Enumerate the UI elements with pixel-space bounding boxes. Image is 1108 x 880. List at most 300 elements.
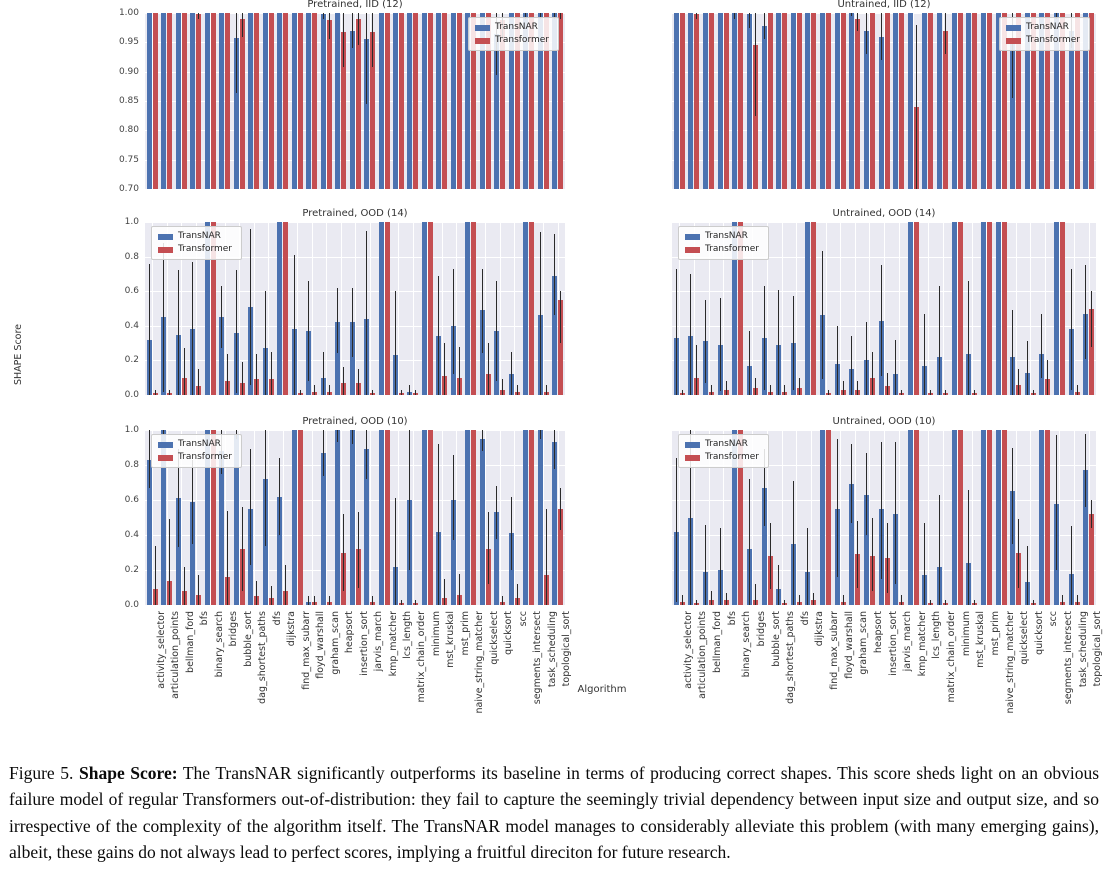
error-bar (881, 265, 882, 376)
error-bar (939, 286, 940, 395)
error-bar (749, 331, 750, 395)
x-tick-label: quicksort (503, 611, 515, 655)
legend-swatch-transformer (158, 455, 173, 461)
x-tick-label: binary_search (741, 611, 753, 678)
legend-item-transformer (158, 451, 232, 464)
error-bar (866, 453, 867, 535)
caption-figure-label: Figure 5. (9, 763, 74, 783)
bar-transformer-bubble_sort (240, 19, 245, 189)
bar-transformer-segments_intersect (529, 222, 534, 395)
error-bar (711, 385, 712, 395)
y-tick-label: 0.4 (124, 320, 139, 331)
y-tick-label: 0.6 (124, 495, 139, 505)
error-bar (857, 381, 858, 395)
error-bar (329, 385, 330, 395)
bar-transformer-matrix_chain_order (413, 13, 418, 189)
error-bar (1085, 434, 1086, 508)
error-bar (236, 13, 237, 93)
x-tick-label: graham_scan (858, 611, 870, 675)
error-bar (945, 13, 946, 54)
y-tick-label: 1.0 (124, 217, 139, 227)
bar-transnar-minimum (422, 430, 427, 605)
figure-caption (9, 760, 1099, 865)
gridline (782, 430, 783, 605)
y-tick-label: 0.0 (124, 390, 139, 400)
bar-transformer-find_max_subarr (298, 13, 303, 189)
bar-transnar-mst_prim (451, 13, 456, 189)
error-bar (184, 567, 185, 606)
error-bar (250, 229, 251, 385)
x-tick-label: jarvis_march (902, 611, 914, 672)
error-bar (887, 373, 888, 396)
bar-transnar-activity_selector (147, 13, 152, 189)
bar-transnar-kmp_matcher (908, 430, 913, 605)
x-tick-label: segments_intersect (532, 611, 544, 705)
error-bar (822, 251, 823, 379)
x-tick-label: articulation_points (170, 611, 182, 699)
error-bar (488, 512, 489, 584)
error-bar (837, 326, 838, 395)
x-tick-label: task_scheduling (546, 611, 558, 688)
error-bar (482, 269, 483, 354)
gridline (456, 430, 457, 605)
x-tick-label: lcs_length (931, 611, 943, 659)
error-bar (866, 322, 867, 395)
gridline (254, 222, 255, 395)
gridline (899, 430, 900, 605)
gridline (370, 430, 371, 605)
gridline (1030, 222, 1031, 395)
error-bar (866, 13, 867, 54)
bar-transformer-graham_scan (855, 19, 860, 189)
error-bar (198, 369, 199, 395)
error-bar (236, 270, 237, 393)
error-bar (895, 442, 896, 584)
error-bar (851, 13, 852, 16)
error-bar (676, 458, 677, 602)
error-bar (502, 379, 503, 395)
bar-transnar-mst_prim (981, 430, 986, 605)
bar-transnar-activity_selector (674, 13, 679, 189)
bar-transnar-dijkstra (805, 222, 810, 395)
error-bar (1027, 341, 1028, 395)
bar-transformer-bridges (225, 13, 230, 189)
x-tick-label: naive_string_matcher (1004, 611, 1016, 714)
error-bar (358, 13, 359, 45)
error-bar (352, 430, 353, 444)
error-bar (221, 286, 222, 348)
bar-transnar-bellman_ford (703, 13, 708, 189)
x-tick-label: topological_sort (1092, 611, 1104, 687)
error-bar (696, 345, 697, 395)
bar-transformer-bfs (196, 14, 201, 189)
error-bar (242, 362, 243, 395)
bar-transformer-naive_string_matcher (471, 222, 476, 395)
error-bar (1027, 546, 1028, 606)
gridline (500, 222, 501, 395)
bar-transformer-kmp_matcher (914, 430, 919, 605)
error-bar (546, 385, 547, 395)
error-bar (511, 352, 512, 395)
error-bar (1033, 390, 1034, 395)
legend-label: TransNAR (705, 439, 748, 449)
bar-transnar-task_scheduling (1069, 31, 1074, 189)
legend-swatch-transnar (475, 25, 490, 31)
legend (999, 17, 1090, 51)
error-bar (939, 495, 940, 605)
gridline (672, 395, 1096, 396)
legend-swatch-transformer (1006, 38, 1021, 44)
bar-transnar-graham_scan (849, 13, 854, 189)
bar-transformer-heapsort (870, 13, 875, 189)
gridline (855, 222, 856, 395)
bar-transformer-kmp_matcher (385, 430, 390, 605)
legend-swatch-transnar (685, 234, 700, 240)
bar-transnar-lcs_length (922, 13, 927, 189)
error-bar (155, 546, 156, 606)
bar-transnar-kmp_matcher (379, 13, 384, 189)
error-bar (308, 596, 309, 605)
bar-transformer-mst_kruskal (972, 13, 977, 189)
error-bar (784, 600, 785, 605)
error-bar (682, 595, 683, 606)
chart-panel-pretrained-iid-12 (145, 0, 565, 189)
legend-label: Transformer (705, 244, 760, 254)
error-bar (857, 13, 858, 31)
panel-title: Pretrained, OOD (14) (302, 208, 408, 219)
bar-transformer-insertion_sort (885, 13, 890, 189)
bar-transformer-mst_prim (987, 222, 992, 395)
bar-transformer-minimum (428, 430, 433, 605)
bar-transformer-find_max_subarr (826, 430, 831, 605)
error-bar (366, 430, 367, 479)
y-tick-label: 0.6 (124, 286, 139, 297)
bar-transnar-dag_shortest_paths (248, 13, 253, 189)
bar-transnar-floyd_warshall (835, 13, 840, 189)
bar-transnar-matrix_chain_order (937, 13, 942, 189)
x-tick-label: bellman_ford (712, 611, 724, 673)
bar-transformer-dijkstra (283, 13, 288, 189)
bar-transnar-kmp_matcher (379, 430, 384, 605)
error-bar (1071, 269, 1072, 390)
caption-text: The TransNAR significantly outperforms its baseline in terms of producing correct shapes. This score sheds light on an obvious failure model of regular Transformers out-of-distribution: they fail to capture the seemingly trivial dependency between input size and output size, and so irrespective of the complexity of the algorithm itself. The TransNAR model manages to considerably alleviate this problem (with many emerging gains), albeit, these gains do not always lead to perfect scores, implying a fruitful direciton for future research. (9, 763, 1100, 862)
legend-label: Transformer (494, 35, 549, 45)
bar-transnar-naive_string_matcher (996, 430, 1001, 605)
gridline (1059, 430, 1060, 605)
bar-transnar-segments_intersect (523, 430, 528, 605)
y-tick-label: 0.85 (118, 96, 139, 106)
error-bar (916, 25, 917, 189)
gridline (456, 222, 457, 395)
gridline (355, 222, 356, 395)
bar-transnar-bellman_ford (176, 13, 181, 189)
x-tick-label: activity_selector (682, 611, 694, 689)
error-bar (843, 381, 844, 395)
bar-transformer-minimum (958, 430, 963, 605)
gridline (485, 222, 486, 395)
x-tick-label: dijkstra (814, 611, 826, 647)
x-tick-label: mst_kruskal (445, 611, 457, 668)
gridline (796, 430, 797, 605)
legend-label: TransNAR (1025, 22, 1069, 32)
bar-transnar-dijkstra (805, 13, 810, 189)
chart-panel-pretrained-ood-10 (145, 416, 565, 605)
y-tick-label: 0.4 (124, 530, 139, 540)
error-bar (1062, 595, 1063, 606)
gridline (782, 222, 783, 395)
bar-transnar-lcs_length (393, 13, 398, 189)
error-bar (409, 385, 410, 395)
error-bar (749, 13, 750, 28)
error-bar (1012, 310, 1013, 395)
x-tick-label: segments_intersect (1062, 611, 1074, 705)
x-tick-label: graham_scan (329, 611, 341, 675)
bar-transformer-dfs (797, 13, 802, 189)
error-bar (705, 525, 706, 606)
x-tick-label: bubble_sort (770, 611, 782, 667)
x-tick-label: kmp_matcher (916, 611, 928, 677)
legend-label: TransNAR (705, 231, 748, 241)
error-bar (409, 430, 410, 570)
y-axis-label: SHAPE Score (13, 323, 24, 385)
error-bar (271, 352, 272, 395)
error-bar (438, 444, 439, 605)
error-bar (453, 269, 454, 375)
x-tick-label: naive_string_matcher (474, 611, 486, 714)
bar-transnar-naive_string_matcher (996, 222, 1001, 395)
y-tick-label: 0.80 (118, 125, 139, 136)
error-bar (511, 497, 512, 571)
bar-transformer-dijkstra (811, 222, 816, 395)
bar-transnar-kmp_matcher (379, 222, 384, 395)
bar-transnar-bridges (219, 13, 224, 189)
error-bar (560, 488, 561, 530)
gridline (297, 222, 298, 395)
error-bar (496, 281, 497, 381)
error-bar (352, 288, 353, 357)
bar-transnar-matrix_chain_order (407, 13, 412, 189)
error-bar (227, 511, 228, 606)
panel-title: Pretrained, OOD (10) (302, 416, 408, 427)
bar-transformer-dijkstra (811, 13, 816, 189)
error-bar (517, 584, 518, 605)
error-bar (799, 595, 800, 606)
error-bar (720, 528, 721, 605)
error-bar (198, 13, 199, 19)
x-tick-label: find_max_subarr (300, 611, 312, 690)
error-bar (682, 390, 683, 395)
x-tick-label: minimum (960, 611, 972, 657)
x-tick-label: bridges (755, 611, 767, 647)
error-bar (323, 13, 324, 19)
x-tick-label: floyd_warshall (843, 611, 855, 679)
error-bar (560, 13, 561, 19)
gridline (899, 222, 900, 395)
error-bar (1085, 265, 1086, 358)
bar-transformer-floyd_warshall (841, 13, 846, 189)
legend-label: Transformer (1025, 35, 1080, 45)
legend-swatch-transformer (685, 455, 700, 461)
legend-swatch-transnar (685, 442, 700, 448)
y-tick-label: 0.8 (124, 460, 139, 470)
error-bar (265, 430, 266, 546)
bar-transnar-bfs (190, 13, 195, 189)
error-bar (329, 596, 330, 605)
x-tick-label: bridges (228, 611, 240, 647)
bar-transformer-minimum (428, 222, 433, 395)
bar-transnar-scc (1039, 430, 1044, 605)
error-bar (974, 390, 975, 395)
bar-transformer-find_max_subarr (298, 430, 303, 605)
x-tick-label: activity_selector (155, 611, 167, 689)
error-bar (924, 523, 925, 605)
x-tick-label: articulation_points (697, 611, 709, 699)
error-bar (690, 274, 691, 395)
legend (151, 434, 242, 468)
bar-transformer-dfs (269, 13, 274, 189)
bar-transnar-find_max_subarr (292, 430, 297, 605)
y-tick-label: 0.2 (124, 565, 139, 575)
x-tick-label: scc (1048, 611, 1060, 627)
legend-swatch-transformer (158, 247, 173, 253)
legend-label: Transformer (178, 244, 233, 254)
error-bar (945, 600, 946, 605)
error-bar (1077, 595, 1078, 606)
error-bar (924, 314, 925, 395)
bar-transformer-activity_selector (680, 13, 685, 189)
legend-item-transnar (158, 438, 232, 451)
error-bar (901, 390, 902, 395)
bar-transformer-dag_shortest_paths (254, 13, 259, 189)
gridline (398, 222, 399, 395)
error-bar (799, 378, 800, 395)
x-tick-label: task_scheduling (1077, 611, 1089, 688)
bar-transnar-articulation_points (161, 13, 166, 189)
bar-transnar-minimum (422, 222, 427, 395)
gridline (370, 222, 371, 395)
x-tick-label: heapsort (344, 611, 355, 654)
error-bar (930, 390, 931, 395)
error-bar (149, 264, 150, 396)
chart-panel-pretrained-ood-14 (145, 208, 565, 395)
bar-transformer-floyd_warshall (312, 13, 317, 189)
legend-item-transformer (158, 243, 232, 256)
error-bar (279, 458, 280, 535)
bar-transnar-bubble_sort (762, 26, 767, 189)
bar-transnar-dijkstra (277, 222, 282, 395)
bar-transnar-graham_scan (321, 453, 326, 605)
error-bar (1091, 500, 1092, 528)
bar-transformer-segments_intersect (1060, 222, 1065, 395)
bar-transnar-mst_kruskal (436, 13, 441, 189)
gridline (943, 222, 944, 395)
gridline (840, 430, 841, 605)
error-bar (755, 13, 756, 116)
error-bar (872, 352, 873, 395)
bar-transnar-find_max_subarr (292, 13, 297, 189)
gridline (672, 605, 1096, 606)
error-bar (968, 281, 969, 395)
gridline (268, 222, 269, 395)
y-tick-label: 0.90 (118, 66, 139, 77)
error-bar (343, 514, 344, 591)
error-bar (778, 565, 779, 605)
error-bar (178, 270, 179, 395)
error-bar (872, 518, 873, 592)
error-bar (372, 390, 373, 395)
bar-transnar-minimum (422, 13, 427, 189)
panel-title: Untrained, IID (12) (837, 0, 931, 10)
error-bar (930, 600, 931, 605)
error-bar (696, 600, 697, 605)
error-bar (546, 509, 547, 605)
bar-transnar-quickselect (480, 439, 485, 605)
bar-transformer-topological_sort (558, 13, 563, 189)
error-bar (343, 367, 344, 395)
error-bar (285, 565, 286, 605)
error-bar (857, 521, 858, 588)
x-tick-label: mst_prim (459, 611, 471, 656)
error-bar (1018, 369, 1019, 395)
error-bar (813, 593, 814, 605)
bar-transformer-minimum (958, 222, 963, 395)
gridline (145, 189, 565, 190)
error-bar (851, 444, 852, 523)
error-bar (337, 430, 338, 442)
bar-transformer-segments_intersect (529, 430, 534, 605)
gridline (1074, 222, 1075, 395)
error-bar (149, 430, 150, 488)
x-tick-label: bfs (199, 611, 211, 626)
gridline (1045, 222, 1046, 395)
bar-transnar-kmp_matcher (908, 222, 913, 395)
gridline (869, 222, 870, 395)
panel-title: Pretrained, IID (12) (307, 0, 403, 10)
error-bar (395, 291, 396, 395)
error-bar (502, 596, 503, 605)
x-tick-label: dag_shortest_paths (785, 611, 797, 704)
bar-transnar-heapsort (335, 430, 340, 605)
bar-transformer-bubble_sort (768, 13, 773, 189)
legend-swatch-transnar (158, 442, 173, 448)
bar-transnar-bridges (219, 451, 224, 605)
error-bar (726, 381, 727, 395)
error-bar (837, 439, 838, 577)
gridline (672, 189, 1096, 190)
error-bar (968, 490, 969, 606)
error-bar (895, 340, 896, 395)
bar-transformer-dag_shortest_paths (782, 13, 787, 189)
gridline (398, 430, 399, 605)
gridline (972, 430, 973, 605)
error-bar (974, 600, 975, 605)
gridline (442, 430, 443, 605)
x-tick-label: quickselect (488, 611, 500, 665)
x-tick-label: minimum (430, 611, 442, 657)
gridline (543, 222, 544, 395)
error-bar (192, 460, 193, 544)
legend (468, 17, 559, 51)
error-bar (1077, 385, 1078, 395)
error-bar (1018, 519, 1019, 587)
x-tick-label: dag_shortest_paths (257, 611, 269, 704)
bar-transformer-naive_string_matcher (1002, 430, 1007, 605)
error-bar (554, 430, 555, 469)
bar-transformer-activity_selector (153, 13, 158, 189)
bar-transformer-binary_search (211, 13, 216, 189)
error-bar (793, 481, 794, 605)
gridline (514, 222, 515, 395)
